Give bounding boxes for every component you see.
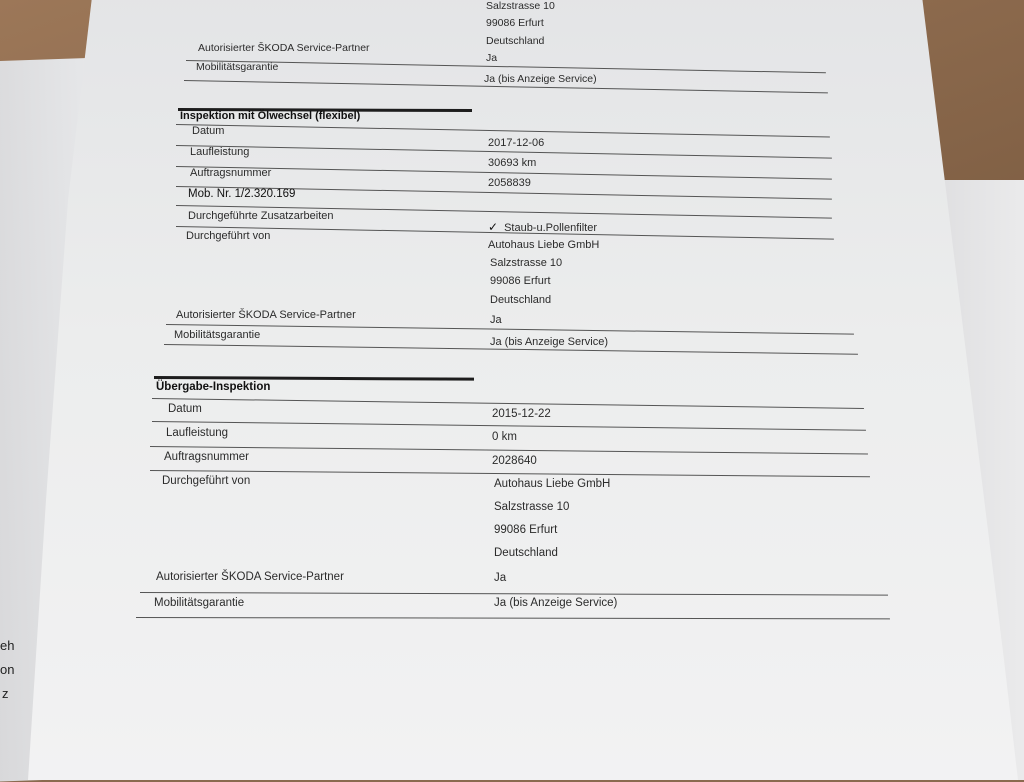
handover-dealer-street: Salzstrasse 10 bbox=[494, 501, 570, 513]
handover-dealer-name: Autohaus Liebe GmbH bbox=[494, 478, 611, 490]
handover-order-value: 2028640 bbox=[492, 455, 537, 467]
top-addr-city: 99086 Erfurt bbox=[486, 17, 544, 29]
oil-mileage-value: 30693 km bbox=[488, 157, 537, 169]
handover-mileage-value: 0 km bbox=[492, 431, 517, 443]
oil-dealer-country: Deutschland bbox=[490, 294, 552, 306]
under-sheet-fragment: eh bbox=[0, 638, 15, 653]
oil-extra-value: Staub-u.Pollenfilter bbox=[504, 222, 598, 234]
under-sheet-fragment: z bbox=[2, 686, 9, 701]
top-mobility-label: Mobilitätsgarantie bbox=[196, 61, 279, 73]
section-title-oil-inspection: Inspektion mit Ölwechsel (flexibel) bbox=[180, 110, 361, 122]
oil-mob-nr: Mob. Nr. 1/2.320.169 bbox=[188, 188, 296, 200]
section-title-handover-inspection: Übergabe-Inspektion bbox=[156, 381, 271, 393]
top-addr-country: Deutschland bbox=[486, 35, 545, 47]
oil-order-label: Auftragsnummer bbox=[190, 167, 272, 179]
oil-date-label: Datum bbox=[192, 125, 225, 137]
under-sheet-fragment: on bbox=[0, 662, 15, 677]
handover-partner-value: Ja bbox=[494, 572, 507, 584]
top-addr-street: Salzstrasse 10 bbox=[486, 0, 555, 12]
oil-mobility-label: Mobilitätsgarantie bbox=[174, 329, 261, 341]
handover-order-label: Auftragsnummer bbox=[164, 451, 250, 463]
handover-done-by-label: Durchgeführt von bbox=[162, 475, 251, 487]
oil-mileage-label: Laufleistung bbox=[190, 146, 250, 158]
oil-dealer-city: 99086 Erfurt bbox=[490, 275, 551, 287]
oil-dealer-name: Autohaus Liebe GmbH bbox=[488, 239, 600, 251]
oil-mobility-value: Ja (bis Anzeige Service) bbox=[490, 336, 608, 348]
handover-date-value: 2015-12-22 bbox=[492, 408, 551, 420]
oil-partner-value: Ja bbox=[490, 314, 502, 326]
top-mobility-value: Ja (bis Anzeige Service) bbox=[484, 73, 597, 85]
top-partner-value: Ja bbox=[486, 52, 498, 64]
oil-order-value: 2058839 bbox=[488, 177, 531, 189]
handover-date-label: Datum bbox=[168, 403, 202, 415]
handover-dealer-city: 99086 Erfurt bbox=[494, 524, 558, 536]
oil-dealer-street: Salzstrasse 10 bbox=[490, 257, 563, 269]
oil-partner-label: Autorisierter ŠKODA Service-Partner bbox=[176, 309, 356, 321]
oil-date-value: 2017-12-06 bbox=[488, 137, 545, 149]
handover-partner-label: Autorisierter ŠKODA Service-Partner bbox=[156, 571, 344, 583]
check-icon: ✓ bbox=[488, 220, 499, 234]
handover-mobility-value: Ja (bis Anzeige Service) bbox=[494, 597, 618, 609]
handover-mobility-label: Mobilitätsgarantie bbox=[154, 597, 245, 609]
handover-dealer-country: Deutschland bbox=[494, 547, 558, 559]
top-partner-label: Autorisierter ŠKODA Service-Partner bbox=[198, 42, 370, 54]
handover-mileage-label: Laufleistung bbox=[166, 427, 229, 439]
oil-done-by-label: Durchgeführt von bbox=[186, 230, 271, 242]
oil-extra-label: Durchgeführte Zusatzarbeiten bbox=[188, 210, 334, 222]
